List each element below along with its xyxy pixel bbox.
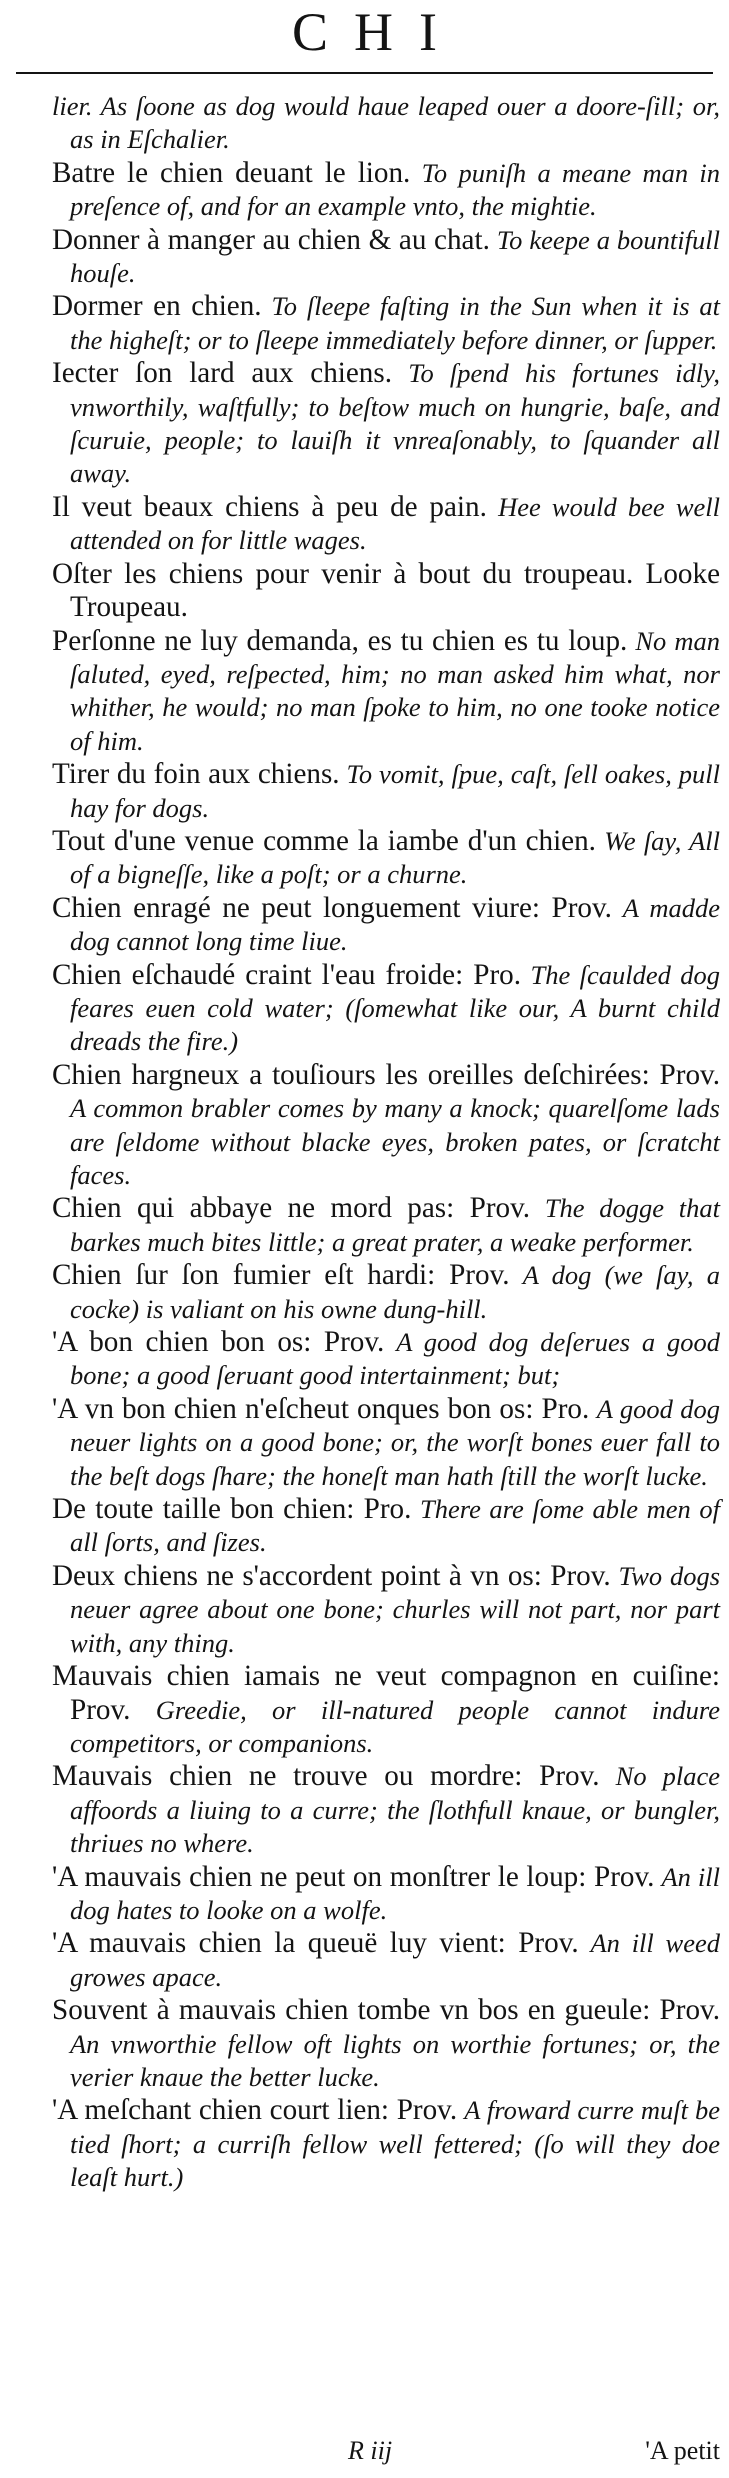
entry-english: Two dogs neuer agree about one bone; churles will not part, nor part with, any thing. <box>70 1560 721 1658</box>
entry-english: Hee would bee well attended on for little wages. <box>70 491 720 556</box>
entry-french: 'A meſchant chien court lien: Prov. <box>52 2094 458 2127</box>
entry-english: The ſcaulded dog feares euen cold water; (ſomewhat like our, A burnt child dreads the fire.) <box>70 959 721 1057</box>
entry <box>52 625 720 759</box>
entry-french: Batre le chien deuant le lion. <box>52 156 411 189</box>
entry-english: A madde dog cannot long time liue. <box>70 892 720 957</box>
entry <box>52 1259 720 1326</box>
entry <box>52 758 720 825</box>
entry-french: Donner à manger au chien & au chat. <box>52 223 490 256</box>
entry-french: De toute taille bon chien: Pro. <box>52 1493 412 1526</box>
entry-french: Souvent à mauvais chien tombe vn bos en gueule: Prov. <box>52 1994 720 2027</box>
entry-english: To ſleepe faſting in the Sun when it is at the higheſt; or to ſleepe immediately before dinner, or ſupper. <box>70 291 720 355</box>
entry <box>52 892 720 959</box>
entry <box>52 224 720 291</box>
entry-french: 'A vn bon chien n'eſcheut onques bon os: Pro. <box>52 1392 590 1425</box>
entry-french: 'A mauvais chien ne peut on monſtrer le loup: Prov. <box>52 1860 655 1893</box>
entry-french: 'A mauvais chien la queuë luy vient: Prov. <box>52 1927 579 1960</box>
entry <box>52 357 720 491</box>
entry-english: A good dog deſerues a good bone; a good ſeruant good intertainment; but; <box>70 1327 721 1391</box>
page-footer <box>52 2436 720 2472</box>
entry-english: A dog (we ſay, a cocke) is valiant on his owne dung-hill. <box>70 1260 720 1324</box>
entry-english: To ſpend his fortunes idly, vnworthily, waſtfully; to beſtow much on hungrie, baſe, and ſcuruie, people; to lauiſh it vnreaſonably, to ſquander all away. <box>70 358 721 489</box>
header-rule <box>16 72 713 74</box>
entry <box>52 1493 720 1560</box>
catchword: 'A petit <box>645 2436 720 2465</box>
entry-french: Deux chiens ne s'accordent point à vn os: Prov. <box>52 1559 611 1592</box>
entry <box>52 90 720 157</box>
entry-french: Tout d'une venue comme la iambe d'un chien. <box>52 824 596 857</box>
entry-english: To vomit, ſpue, caſt, ſell oakes, pull hay for dogs. <box>70 759 721 823</box>
entry-french: 'A bon chien bon os: Prov. <box>52 1326 385 1359</box>
entry-french: Perſonne ne luy demanda, es tu chien es tu loup. <box>52 624 628 657</box>
entry-english: No man ſaluted, eyed, reſpected, him; no man asked him what, nor whither, he would; no man ſpoke to him, no one tooke notice of him. <box>70 625 720 756</box>
entry <box>52 157 720 224</box>
entry-french: Chien eſchaudé craint l'eau froide: Pro. <box>52 958 522 991</box>
entry-french: Dormer en chien. <box>52 290 262 323</box>
entry <box>52 491 720 558</box>
entry-french: Chien qui abbaye ne mord pas: Prov. <box>52 1192 531 1225</box>
entry-french: Tirer du foin aux chiens. <box>52 758 340 791</box>
entry-english: A common brabler comes by many a knock; quarelſome lads are ſeldome without blacke eyes, broken pates, or ſcratcht faces. <box>70 1093 720 1190</box>
page-header <box>0 0 729 72</box>
entry <box>52 290 720 357</box>
entry-english: Greedie, or ill-natured people cannot indure competitors, or companions. <box>70 1694 720 1758</box>
entry-french: Chien enragé ne peut longuement viure: Prov. <box>52 891 612 924</box>
entry-list <box>52 90 720 2195</box>
entry <box>52 959 720 1059</box>
entry-english: A froward curre muſt be tied ſhort; a curriſh fellow well fettered; (ſo will they doe leaſt hurt.) <box>70 2095 720 2193</box>
entry-french: Chien ſur ſon fumier eſt hardi: Prov. <box>52 1259 510 1292</box>
entry-french: Oſter les chiens pour venir à bout du troupeau. Looke Troupeau. <box>52 557 720 624</box>
entry-english: A good dog neuer lights on a good bone; or, the worſt bones euer fall to the beſt dogs ſhare; the honeſt man hath ſtill the worſt lucke. <box>70 1393 720 1491</box>
entry-english: No place affoords a liuing to a curre; the ſlothfull knaue, or bungler, thriues no where. <box>70 1761 721 1859</box>
entry-french: Il veut beaux chiens à peu de pain. <box>52 490 487 523</box>
entry-french: Iecter ſon lard aux chiens. <box>52 357 392 390</box>
entry <box>52 1560 720 1660</box>
entry <box>52 1994 720 2094</box>
entry <box>52 2094 720 2194</box>
entry <box>52 1660 720 1760</box>
entry-english: There are ſome able men of all ſorts, and ſizes. <box>70 1494 721 1558</box>
entry-french: Mauvais chien iamais ne veut compagnon en cuiſine: Prov. <box>52 1660 720 1726</box>
entry-english: An ill weed growes apace. <box>70 1928 721 1992</box>
entry <box>52 1192 720 1259</box>
entry-english: The dogge that barkes much bites little; a great prater, a weake performer. <box>70 1193 721 1257</box>
entry <box>52 1760 720 1860</box>
entry <box>52 1059 720 1193</box>
entry <box>52 1927 720 1994</box>
entry-french: Mauvais chien ne trouve ou mordre: Prov. <box>52 1760 600 1793</box>
entry <box>52 558 720 625</box>
entry-english: An ill dog hates to looke on a wolfe. <box>70 1861 721 1925</box>
entry-english: An vnworthie fellow oft lights on worthie fortunes; or, the verier knaue the better lucke. <box>70 2028 720 2092</box>
entry <box>52 1861 720 1928</box>
running-head: CHI <box>292 2 463 62</box>
signature-mark: R iij <box>348 2436 393 2465</box>
entry <box>52 825 720 892</box>
entry <box>52 1326 720 1393</box>
entry-english: lier. As ſoone as dog would haue leaped ouer a doore-ſill; or, as in Eſchalier. <box>52 91 720 155</box>
entry-english: To puniſh a meane man in preſence of, and for an example vnto, the mightie. <box>70 157 720 222</box>
entry-french: Chien hargneux a touſiours les oreilles deſchirées: Prov. <box>52 1058 720 1091</box>
entry <box>52 1393 720 1493</box>
entry-english: To keepe a bountifull houſe. <box>70 224 720 289</box>
entry-english: We ſay, All of a bigneſſe, like a poſt; or a churne. <box>70 825 721 890</box>
